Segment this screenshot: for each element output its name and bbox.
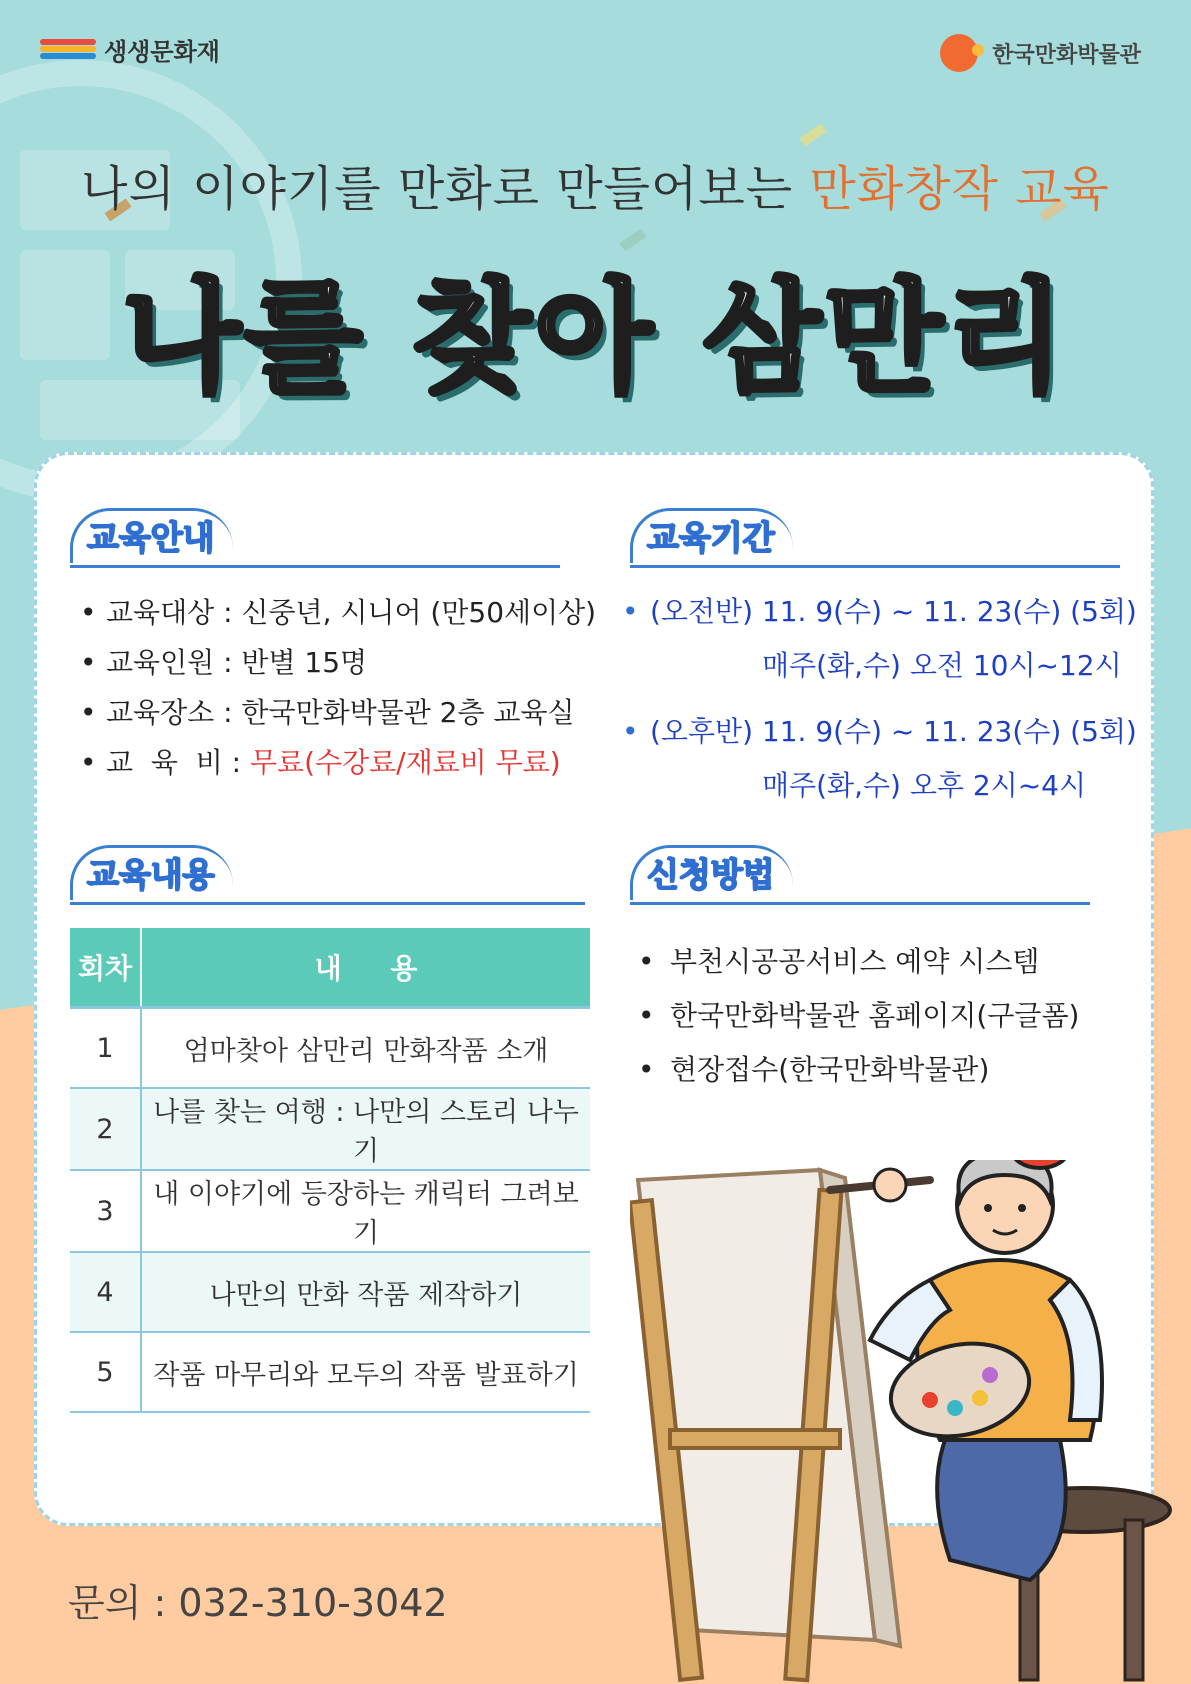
- section-title: 교육기간: [630, 508, 793, 563]
- table-row: 2 나를 찾는 여행 : 나만의 스토리 나누기: [70, 1088, 590, 1170]
- list-item: • 교 육 비 : 무료(수강료/재료비 무료): [80, 738, 596, 788]
- morning-time: 매주(화,수) 오전 10시~12시: [762, 649, 1122, 682]
- logo-right-text: 한국만화박물관: [992, 42, 1141, 68]
- column-header-content: 내 용: [141, 928, 590, 1008]
- subtitle-accent: 만화창작 교육: [809, 161, 1110, 217]
- logo-left-text: 생생문화재: [104, 38, 220, 66]
- section-header-content: [70, 845, 585, 905]
- section-header-apply: [630, 845, 1090, 905]
- subtitle-prefix: 나의 이야기를 만화로 만들어보는: [81, 161, 794, 217]
- apply-list: [638, 935, 1079, 1097]
- page-title: 나를 찾아 삼만리: [122, 267, 1069, 409]
- section-title: 신청방법: [630, 845, 793, 900]
- morning-dates: • (오전반) 11. 9(수) ~ 11. 23(수) (5회): [622, 585, 1137, 639]
- list-item: • 교육장소 : 한국만화박물관 2층 교육실: [80, 688, 596, 738]
- column-header-round: 회차: [70, 928, 141, 1008]
- afternoon-dates: • (오후반) 11. 9(수) ~ 11. 23(수) (5회): [622, 705, 1137, 759]
- period-block: [622, 585, 1137, 813]
- list-item: • 한국만화박물관 홈페이지(구글폼): [638, 989, 1079, 1043]
- list-item: • 현장접수(한국만화박물관): [638, 1043, 1079, 1097]
- table-row: 3 내 이야기에 등장하는 캐릭터 그려보기: [70, 1170, 590, 1252]
- painter-illustration: [630, 1160, 1190, 1684]
- section-header-period: [630, 508, 1120, 568]
- contact-info: 문의 : 032-310-3042: [68, 1581, 448, 1625]
- museum-logo-icon: [940, 34, 978, 72]
- section-title: 교육내용: [70, 845, 233, 900]
- table-row: 5 작품 마무리와 모두의 작품 발표하기: [70, 1332, 590, 1412]
- cultural-heritage-logo: [40, 32, 220, 67]
- comics-museum-logo: [940, 34, 1141, 72]
- table-header: [70, 928, 590, 1008]
- section-header-info: [70, 508, 560, 568]
- info-list: [80, 588, 596, 788]
- list-item: • 교육대상 : 신중년, 시니어 (만50세이상): [80, 588, 596, 638]
- afternoon-time: 매주(화,수) 오후 2시~4시: [762, 769, 1087, 802]
- logo-waves-icon: [40, 37, 96, 63]
- table-row: 4 나만의 만화 작품 제작하기: [70, 1252, 590, 1332]
- list-item: • 교육인원 : 반별 15명: [80, 638, 596, 688]
- easel-icon: [630, 1170, 900, 1680]
- fee-value: 무료(수강료/재료비 무료): [249, 746, 561, 779]
- subtitle: [0, 150, 1191, 219]
- list-item: • 부천시공공서비스 예약 시스템: [638, 935, 1079, 989]
- content-table: [70, 928, 590, 1413]
- table-row: 1 엄마찾아 삼만리 만화작품 소개: [70, 1008, 590, 1089]
- section-title: 교육안내: [70, 508, 233, 563]
